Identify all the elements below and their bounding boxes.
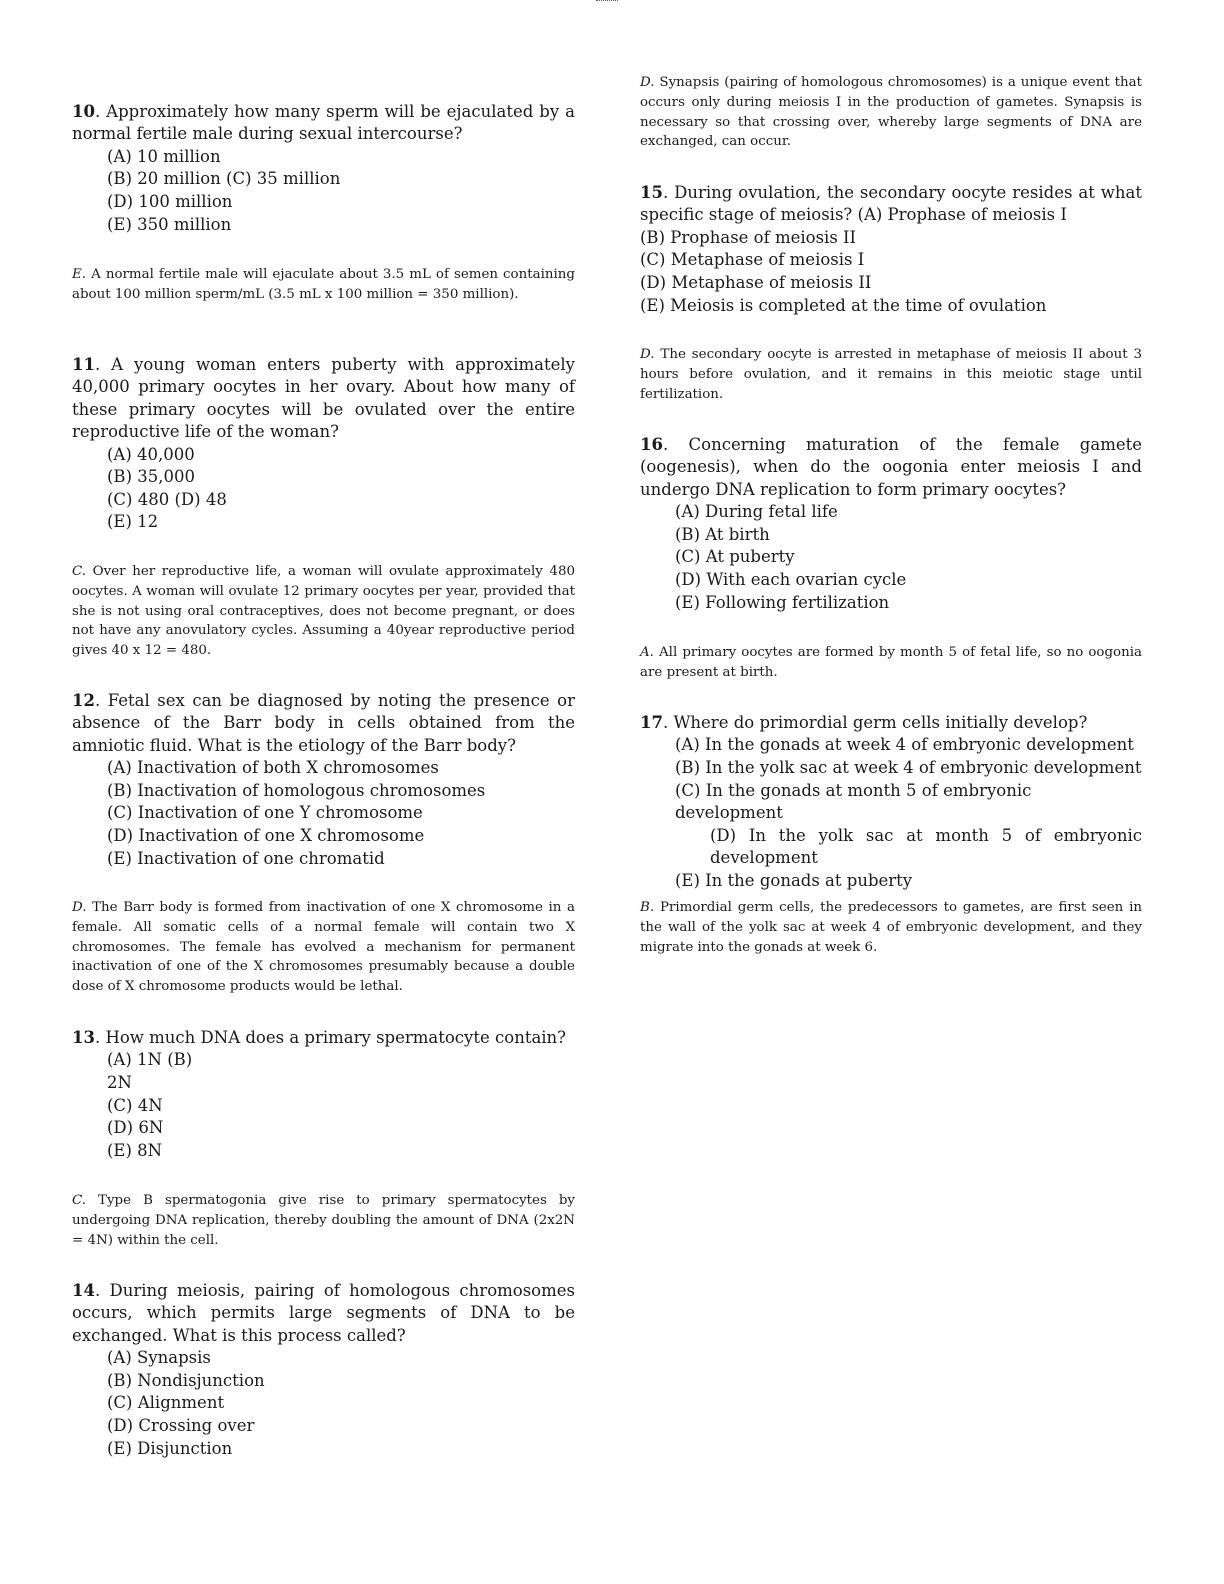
answer-10	[72, 265, 575, 305]
question-text: . How much DNA does a primary spermatocyte contain?	[94, 1028, 567, 1047]
answer-explanation: Primordial germ cells, the predecessors to gametes, are first seen in the wall of the yolk sac at week 4 of embryonic development, and they migrate into the gonads at week 6.	[640, 900, 1142, 955]
option-a: (A) In the gonads at week 4 of embryonic development	[675, 735, 1134, 755]
answer-16	[640, 643, 1142, 683]
question-10	[72, 101, 575, 236]
answer-letter: B.	[640, 900, 655, 915]
option-e: (E) 350 million	[107, 214, 232, 234]
answer-letter: D.	[640, 75, 655, 90]
question-number: 14	[72, 1281, 95, 1300]
question-text: . During ovulation, the secondary oocyte resides at what specific stage of meiosis? (A) Prophase of meiosis I	[640, 183, 1142, 225]
option-d: (D) With each ovarian cycle	[675, 570, 907, 589]
option-list	[72, 444, 575, 534]
question-stem	[72, 101, 575, 146]
question-text: . Approximately how many sperm will be ejaculated by a normal fertile male during sexual intercourse?	[72, 102, 575, 144]
answer-letter: C.	[72, 1193, 87, 1208]
question-11	[72, 354, 575, 534]
question-16	[640, 434, 1142, 614]
option-list	[72, 1347, 575, 1460]
page-header-mark	[596, 0, 618, 3]
question-stem	[640, 182, 1142, 227]
answer-15	[640, 345, 1142, 404]
option-c: (C) 4N	[107, 1095, 163, 1115]
option-list	[640, 734, 1142, 892]
option-e: (E) In the gonads at puberty	[675, 870, 913, 890]
option-c: (C) Inactivation of one Y chromosome	[107, 803, 423, 823]
answer-12	[72, 898, 575, 997]
answer-explanation: The Barr body is formed from inactivation of one X chromosome in a female. All somatic cells of a normal female will contain two X chromosomes. The female has evolved a mechanism for permanent inactivation of one of the X chromosomes presumably because a double dose of X chromosome products would be lethal.	[72, 900, 575, 995]
option-c: (C) Metaphase of meiosis I	[640, 250, 865, 270]
option-b: (B) At birth	[675, 524, 770, 544]
answer-letter: D.	[640, 347, 655, 362]
option-d: (D) 100 million	[107, 192, 233, 211]
question-number: 15	[640, 183, 663, 202]
option-d: (D) Metaphase of meiosis II	[640, 273, 872, 292]
question-text: . Concerning maturation of the female gamete (oogenesis), when do the oogonia enter meiosis I and undergo DNA replication to form primary oocytes?	[640, 435, 1142, 499]
option-e: (E) Following fertilization	[675, 592, 890, 612]
answer-letter: C.	[72, 564, 87, 579]
question-text: . A young woman enters puberty with approximately 40,000 primary oocytes in her ovary. About how many of these primary oocytes will be ovulated over the entire reproductive life of the woman?	[72, 355, 575, 442]
question-text: . Fetal sex can be diagnosed by noting the presence or absence of the Barr body in cells obtained from the amniotic fluid. What is the etiology of the Barr body?	[72, 691, 575, 755]
answer-letter: D.	[72, 900, 87, 915]
option-b: (B) 35,000	[107, 467, 195, 487]
option-d: (D) In the yolk sac at month 5 of embryonic development	[710, 825, 1142, 868]
option-d: (D) 6N	[107, 1118, 164, 1138]
option-b: (B) Inactivation of homologous chromosomes	[107, 780, 486, 800]
question-number: 10	[72, 102, 95, 121]
option-a: (A) Inactivation of both X chromosomes	[107, 758, 439, 778]
option-e: (E) Disjunction	[107, 1438, 233, 1458]
answer-explanation: Over her reproductive life, a woman will ovulate approximately 480 oocytes. A woman will ovulate 12 primary oocytes per year, provided that she is not using oral contraceptives, does not become pregnant, or does not have any anovulatory cycles. Assuming a 40year reproductive period gives 40 x 12 = 480.	[72, 564, 575, 659]
option-a-b: (A) 1N (B)	[107, 1050, 193, 1070]
question-number: 11	[72, 355, 95, 374]
answer-letter: A.	[640, 645, 654, 660]
question-stem	[72, 354, 575, 444]
option-list	[72, 757, 575, 870]
option-b-value: 2N	[107, 1073, 132, 1092]
option-a: (A) 10 million	[107, 146, 221, 166]
answer-explanation: Type B spermatogonia give rise to primary spermatocytes by undergoing DNA replication, thereby doubling the amount of DNA (2x2N = 4N) within the cell.	[72, 1193, 575, 1248]
option-a: (A) During fetal life	[675, 502, 838, 522]
answer-letter: E.	[72, 267, 87, 282]
question-number: 13	[72, 1028, 95, 1047]
option-a: (A) 40,000	[107, 444, 195, 464]
question-number: 16	[640, 435, 663, 454]
question-text: . Where do primordial germ cells initially develop?	[662, 713, 1088, 732]
question-number: 12	[72, 691, 95, 710]
question-13	[72, 1027, 575, 1162]
question-17	[640, 712, 1142, 893]
answer-explanation: Synapsis (pairing of homologous chromosomes) is a unique event that occurs only during meiosis I in the production of gametes. Synapsis is necessary so that crossing over, whereby large segments of DNA are exchanged, can occur.	[640, 75, 1142, 150]
option-list	[72, 1049, 575, 1162]
option-c: (C) At puberty	[675, 547, 795, 567]
answer-explanation: A normal fertile male will ejaculate about 3.5 mL of semen containing about 100 million sperm/mL (3.5 mL x 100 million = 350 million).	[72, 267, 575, 302]
question-stem	[72, 1027, 575, 1049]
option-b: (B) Nondisjunction	[107, 1370, 265, 1390]
question-stem	[72, 690, 575, 757]
option-a: (A) Synapsis	[107, 1348, 211, 1368]
answer-11	[72, 562, 575, 661]
option-d: (D) Inactivation of one X chromosome	[107, 826, 425, 845]
answer-14	[640, 73, 1142, 152]
question-stem	[640, 434, 1142, 501]
answer-17	[640, 898, 1142, 957]
option-e: (E) 12	[107, 512, 159, 532]
option-list	[72, 146, 575, 236]
option-list	[640, 501, 1142, 614]
option-c: (C) In the gonads at month 5 of embryonic development	[675, 780, 1032, 823]
option-d: (D) Crossing over	[107, 1416, 255, 1435]
option-b: (B) Prophase of meiosis II	[640, 227, 857, 247]
option-e: (E) Inactivation of one chromatid	[107, 848, 385, 868]
answer-explanation: All primary oocytes are formed by month 5 of fetal life, so no oogonia are present at birth.	[640, 645, 1142, 680]
option-b-c: (B) 20 million (C) 35 million	[107, 169, 341, 189]
question-15	[640, 182, 1142, 317]
question-text: . During meiosis, pairing of homologous chromosomes occurs, which permits large segments of DNA to be exchanged. What is this process called?	[72, 1281, 575, 1345]
option-e: (E) 8N	[107, 1140, 163, 1160]
answer-13	[72, 1191, 575, 1250]
option-list	[640, 227, 1142, 317]
question-stem	[640, 712, 1142, 734]
answer-explanation: The secondary oocyte is arrested in metaphase of meiosis II about 3 hours before ovulation, and it remains in this meiotic stage until fertilization.	[640, 347, 1142, 402]
question-number: 17	[640, 713, 663, 732]
question-12	[72, 690, 575, 870]
option-e: (E) Meiosis is completed at the time of ovulation	[640, 295, 1047, 315]
question-stem	[72, 1280, 575, 1347]
option-c: (C) Alignment	[107, 1393, 225, 1413]
question-14	[72, 1280, 575, 1460]
option-b: (B) In the yolk sac at week 4 of embryonic development	[675, 758, 1142, 777]
option-c-d: (C) 480 (D) 48	[107, 489, 227, 509]
